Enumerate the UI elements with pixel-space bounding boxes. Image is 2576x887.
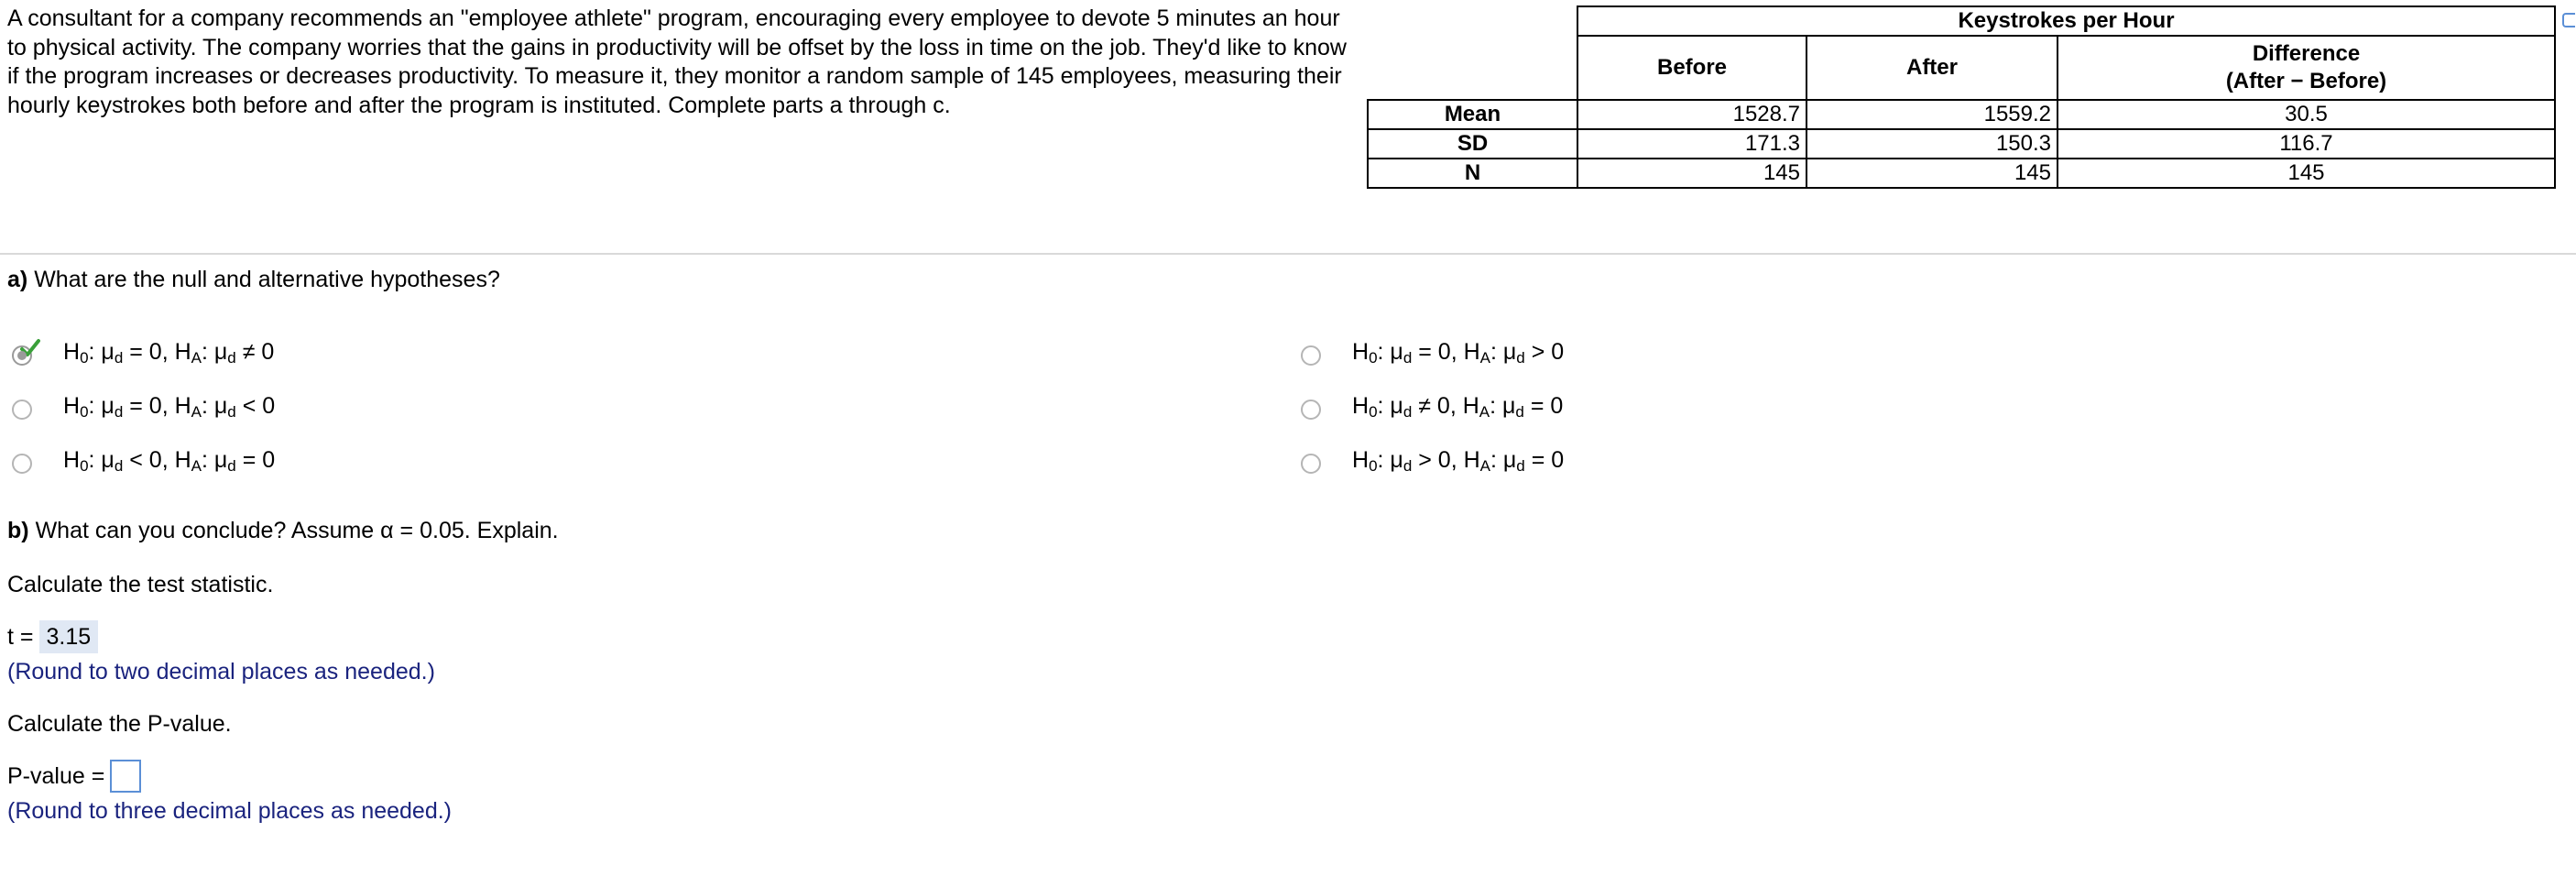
- column-header-before: Before: [1577, 36, 1806, 100]
- test-statistic-prompt: Calculate the test statistic.: [7, 572, 274, 597]
- radio-button[interactable]: [12, 454, 32, 474]
- radio-button[interactable]: [1301, 345, 1321, 366]
- sd-before: 171.3: [1577, 129, 1806, 159]
- part-a-text: What are the null and alternative hypotheses?: [34, 267, 500, 292]
- hypothesis-option-4[interactable]: [1301, 391, 1563, 427]
- hypothesis-option-3[interactable]: [12, 391, 275, 427]
- mean-difference: 30.5: [2058, 100, 2555, 129]
- p-label: P-value =: [7, 763, 105, 789]
- mean-after: 1559.2: [1806, 100, 2058, 129]
- hypothesis-text: $H_0$: $\mu_d = 0$, $H_A$: $\mu_d \ne 0$: [63, 339, 275, 367]
- radio-button[interactable]: [12, 400, 32, 420]
- hypothesis-option-5[interactable]: [12, 445, 275, 481]
- column-header-after: After: [1806, 36, 2058, 100]
- row-label-sd: SD: [1368, 129, 1577, 159]
- difference-header-line1: Difference: [2252, 41, 2361, 66]
- expand-panel-icon[interactable]: [2562, 13, 2575, 27]
- check-mark-icon: [20, 338, 40, 358]
- t-value-field[interactable]: 3.15: [39, 620, 99, 653]
- column-header-difference: [2058, 36, 2555, 100]
- table-row: [1368, 100, 2555, 129]
- row-label-n: N: [1368, 159, 1577, 188]
- sd-difference: 116.7: [2058, 129, 2555, 159]
- n-difference: 145: [2058, 159, 2555, 188]
- t-label: t =: [7, 624, 34, 650]
- hypothesis-text: $H_0$: $\mu_d > 0$, $H_A$: $\mu_d = 0$: [1352, 447, 1565, 475]
- hypothesis-text: $H_0$: $\mu_d \ne 0$, $H_A$: $\mu_d = 0$: [1352, 393, 1564, 421]
- hypothesis-text: $H_0$: $\mu_d = 0$, $H_A$: $\mu_d < 0$: [63, 393, 276, 421]
- t-rounding-hint: (Round to two decimal places as needed.): [7, 659, 435, 684]
- radio-button[interactable]: [1301, 454, 1321, 474]
- part-b-text: What can you conclude? Assume α = 0.05. Explain.: [35, 518, 559, 543]
- t-statistic-line: [7, 620, 98, 653]
- hypothesis-text: $H_0$: $\mu_d < 0$, $H_A$: $\mu_d = 0$: [63, 447, 276, 475]
- part-b-question: [7, 516, 559, 545]
- n-before: 145: [1577, 159, 1806, 188]
- table-title: Keystrokes per Hour: [1577, 6, 2555, 36]
- hypothesis-text: $H_0$: $\mu_d = 0$, $H_A$: $\mu_d > 0$: [1352, 339, 1565, 367]
- p-rounding-hint: (Round to three decimal places as needed.): [7, 798, 453, 824]
- section-divider: [0, 253, 2576, 255]
- radio-button[interactable]: [1301, 400, 1321, 420]
- hypothesis-option-1[interactable]: [12, 337, 274, 373]
- problem-statement: A consultant for a company recommends an "employee athlete" program, encouraging every employee to devote 5 minutes an hour to physical activity. The company worries that the gains in productivity will be offset by the loss in time on the job. They'd like to know if the program increases or decreases productivity. To measure it, they monitor a random sample of 145 employees, measuring their hourly keystrokes both before and after the program is instituted. Complete parts a through c.: [7, 5, 1347, 118]
- table-row: [1368, 159, 2555, 188]
- row-label-mean: Mean: [1368, 100, 1577, 129]
- part-a-question: [7, 265, 500, 294]
- keystrokes-table: [1367, 5, 2556, 189]
- p-value-prompt: Calculate the P-value.: [7, 711, 232, 737]
- p-value-line: [7, 760, 141, 793]
- mean-before: 1528.7: [1577, 100, 1806, 129]
- difference-header-line2: (After − Before): [2225, 69, 2387, 93]
- hypothesis-option-6[interactable]: [1301, 445, 1564, 481]
- hypothesis-option-2[interactable]: [1301, 337, 1564, 373]
- part-b-label: b): [7, 518, 29, 543]
- table-row: [1368, 129, 2555, 159]
- radio-button[interactable]: [12, 345, 32, 366]
- sd-after: 150.3: [1806, 129, 2058, 159]
- part-a-label: a): [7, 267, 28, 292]
- p-value-input[interactable]: [110, 760, 141, 793]
- n-after: 145: [1806, 159, 2058, 188]
